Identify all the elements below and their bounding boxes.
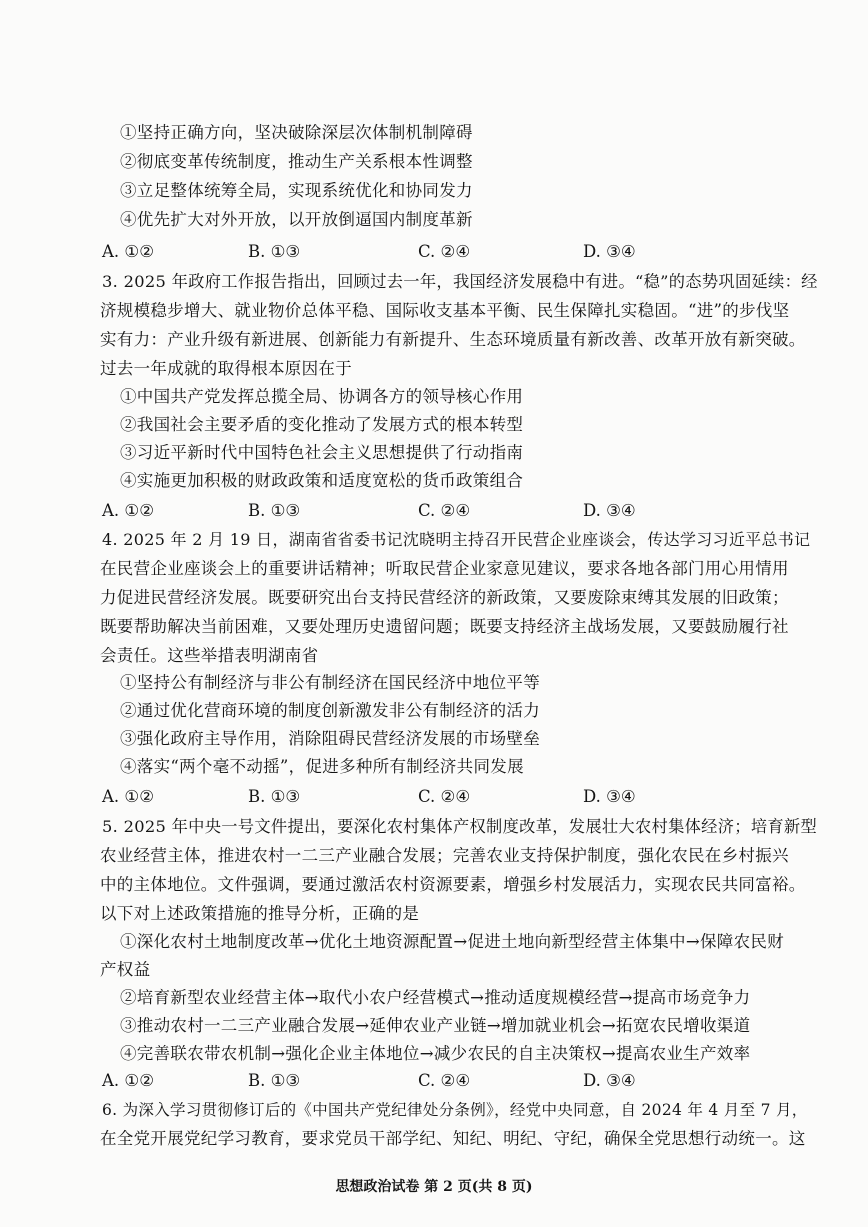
- q4-item-3: ③强化政府主导作用，消除阻碍民营经济发展的市场壁垒: [120, 729, 540, 748]
- q3-choice-c: C. ②④: [418, 501, 471, 520]
- q3-stem-line-1: 3. 2025 年政府工作报告指出，回顾过去一年，我国经济发展稳中有进。“稳”的态势巩固延续：经: [102, 272, 818, 291]
- q2-item-4: ④优先扩大对外开放，以开放倒逼国内制度革新: [120, 210, 473, 229]
- q3-choice-d: D. ③④: [583, 501, 636, 520]
- q4-choice-a: A. ①②: [102, 787, 154, 806]
- q5-stem-line-3: 中的主体地位。文件强调，要通过激活农村资源要素，增强乡村发展活力，实现农民共同富裕。: [100, 875, 806, 894]
- q4-choice-b: B. ①③: [248, 787, 301, 806]
- q3-item-2: ②我国社会主要矛盾的变化推动了发展方式的根本转型: [120, 415, 524, 434]
- q5-choice-b: B. ①③: [248, 1071, 301, 1090]
- q2-choice-d: D. ③④: [583, 242, 636, 261]
- q2-item-3: ③立足整体统筹全局，实现系统优化和协同发力: [120, 181, 473, 200]
- page-footer: 思想政治试卷 第 2 页(共 8 页): [335, 1179, 533, 1195]
- q4-stem-line-2: 在民营企业座谈会上的重要讲话精神；听取民营企业家意见建议，要求各地各部门用心用情用: [100, 559, 789, 578]
- q5-choice-a: A. ①②: [102, 1071, 154, 1090]
- q4-stem-line-3: 力促进民营经济发展。既要研究出台支持民营经济的新政策，又要废除束缚其发展的旧政策；: [100, 588, 789, 607]
- q3-choice-a: A. ①②: [102, 501, 154, 520]
- q5-item-1: ①深化农村土地制度改革→优化土地资源配置→促进土地向新型经营主体集中→保障农民财: [120, 932, 784, 951]
- q2-item-1: ①坚持正确方向，坚决破除深层次体制机制障碍: [120, 123, 473, 142]
- q2-choice-b: B. ①③: [248, 242, 301, 261]
- q2-choice-c: C. ②④: [418, 242, 471, 261]
- q4-stem-line-5: 会责任。这些举措表明湖南省: [100, 646, 319, 665]
- q3-stem-line-2: 济规模稳步增大、就业物价总体平稳、国际收支基本平衡、民生保障扎实稳固。“进”的步伐坚: [100, 301, 790, 320]
- q3-item-3: ③习近平新时代中国特色社会主义思想提供了行动指南: [120, 443, 524, 462]
- q6-stem-line-2: 在全党开展党纪学习教育，要求党员干部学纪、知纪、明纪、守纪，确保全党思想行动统一。这: [100, 1129, 806, 1148]
- q5-choice-c: C. ②④: [418, 1071, 471, 1090]
- q3-stem-line-4: 过去一年成就的取得根本原因在于: [100, 359, 352, 378]
- q2-choice-a: A. ①②: [102, 242, 154, 261]
- q5-item-1-cont: 产权益: [100, 960, 151, 979]
- q3-item-4: ④实施更加积极的财政政策和适度宽松的货币政策组合: [120, 471, 524, 490]
- q4-choice-d: D. ③④: [583, 787, 636, 806]
- q5-choice-d: D. ③④: [583, 1071, 636, 1090]
- q6-stem-line-1: 6. 为深入学习贯彻修订后的《中国共产党纪律处分条例》，经党中央同意，自 2024 年 4 月至 7 月，: [102, 1101, 808, 1119]
- q4-choices: [100, 784, 820, 810]
- q2-choices: [100, 239, 820, 265]
- q4-item-4: ④落实“两个毫不动摇”，促进多种所有制经济共同发展: [120, 757, 524, 776]
- q3-item-1: ①中国共产党发挥总揽全局、协调各方的领导核心作用: [120, 387, 524, 406]
- q5-item-4: ④完善联农带农机制→强化企业主体地位→减少农民的自主决策权→提高农业生产效率: [120, 1044, 751, 1063]
- q5-stem-line-4: 以下对上述政策措施的推导分析，正确的是: [100, 904, 420, 923]
- q3-choice-b: B. ①③: [248, 501, 301, 520]
- q5-item-3: ③推动农村一二三产业融合发展→延伸农业产业链→增加就业机会→拓宽农民增收渠道: [120, 1016, 751, 1035]
- q2-item-2: ②彻底变革传统制度，推动生产关系根本性调整: [120, 152, 473, 171]
- q5-item-2: ②培育新型农业经营主体→取代小农户经营模式→推动适度规模经营→提高市场竞争力: [120, 988, 751, 1007]
- q4-stem-line-1: 4. 2025 年 2 月 19 日，湖南省省委书记沈晓明主持召开民营企业座谈会，传达学习习近平总书记: [102, 530, 811, 549]
- q5-stem-line-1: 5. 2025 年中央一号文件提出，要深化农村集体产权制度改革，发展壮大农村集体经济；培育新型: [102, 817, 818, 836]
- q5-choices: [100, 1068, 820, 1094]
- q3-stem-line-3: 实有力：产业升级有新进展、创新能力有新提升、生态环境质量有新改善、改革开放有新突破。: [100, 330, 806, 349]
- q4-item-1: ①坚持公有制经济与非公有制经济在国民经济中地位平等: [120, 673, 540, 692]
- q4-choice-c: C. ②④: [418, 787, 471, 806]
- q3-choices: [100, 498, 820, 524]
- q4-stem-line-4: 既要帮助解决当前困难，又要处理历史遗留问题；既要支持经济主战场发展，又要鼓励履行社: [100, 617, 789, 636]
- q5-stem-line-2: 农业经营主体，推进农村一二三产业融合发展；完善农业支持保护制度，强化农民在乡村振兴: [100, 846, 789, 865]
- q4-item-2: ②通过优化营商环境的制度创新激发非公有制经济的活力: [120, 701, 540, 720]
